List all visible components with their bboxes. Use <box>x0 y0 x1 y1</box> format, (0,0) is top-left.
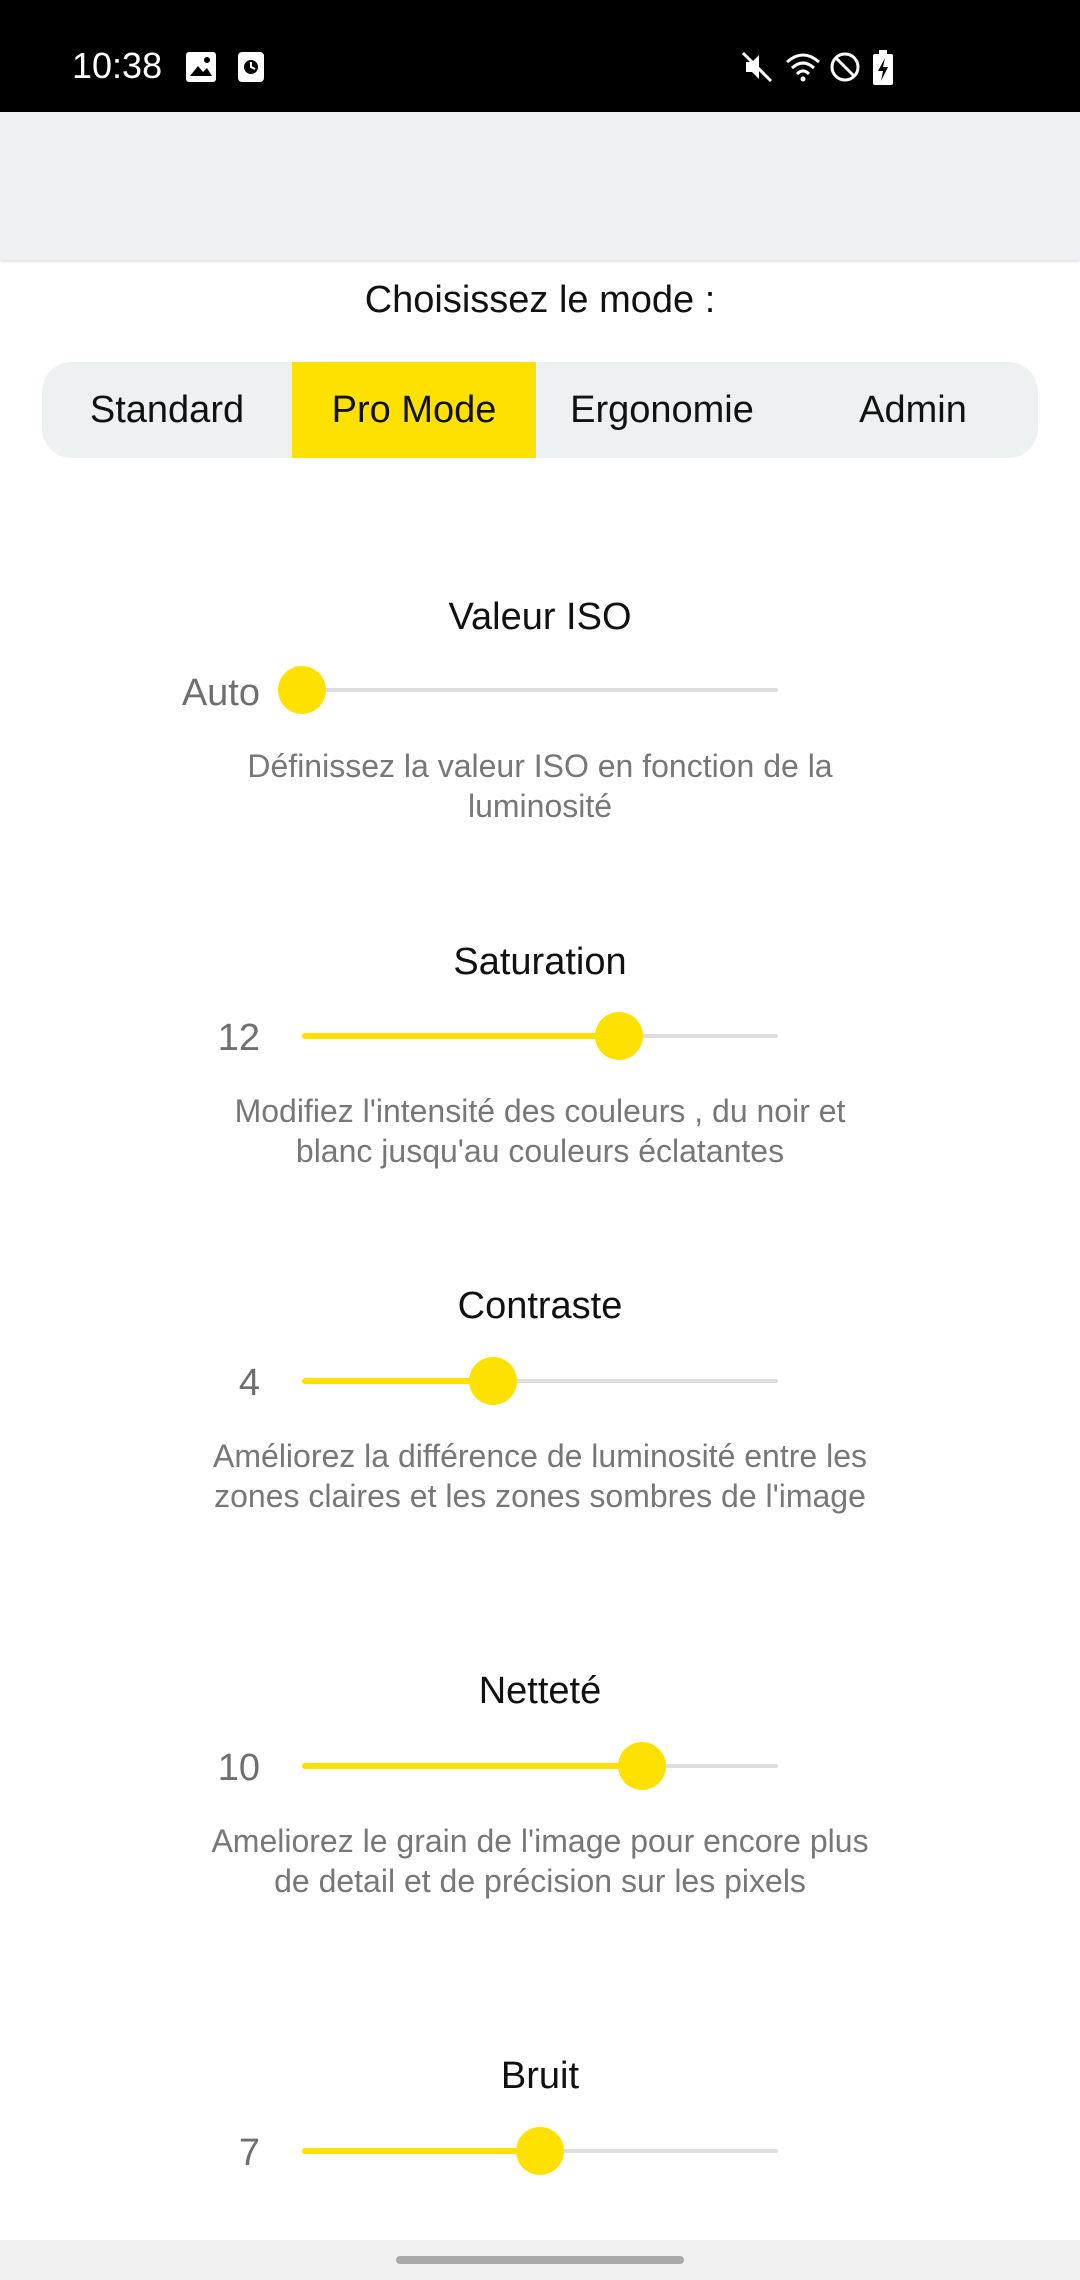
slider-thumb[interactable] <box>469 1357 517 1405</box>
do-not-disturb-icon <box>828 50 862 89</box>
bruit-slider[interactable] <box>302 2127 778 2175</box>
tab-standard[interactable]: Standard <box>89 389 245 431</box>
setting-value: 4 <box>238 1362 260 1404</box>
setting-title: Bruit <box>500 2055 580 2097</box>
mute-icon <box>740 50 774 89</box>
setting-title: Contraste <box>457 1285 623 1327</box>
mode-segmented-control <box>42 362 1038 458</box>
nettete-slider[interactable] <box>302 1742 778 1790</box>
setting-description: Ameliorez le grain de l'image pour encore plus de detail et de précision sur les pixels <box>211 1823 869 1899</box>
slider-thumb[interactable] <box>516 2127 564 2175</box>
slider-fill <box>302 1378 493 1384</box>
setting-value: Auto <box>181 672 260 714</box>
mode-title: Choisissez le mode : <box>364 279 716 321</box>
setting-description: Définissez la valeur ISO en fonction de la luminosité <box>247 748 833 824</box>
wifi-icon <box>784 50 822 89</box>
navigation-bar <box>0 2240 1080 2280</box>
setting-value: 10 <box>217 1747 260 1789</box>
slider-fill <box>302 1033 619 1039</box>
image-icon <box>184 50 218 89</box>
home-gesture-handle[interactable] <box>396 2256 684 2264</box>
app-bar <box>0 112 1080 260</box>
setting-description: Modifiez l'intensité des couleurs , du noir et blanc jusqu'au couleurs éclatantes <box>234 1093 846 1169</box>
tab-admin[interactable]: Admin <box>859 389 967 431</box>
setting-title: Netteté <box>478 1670 602 1712</box>
tab-pro-mode[interactable]: Pro Mode <box>292 362 536 458</box>
slider-thumb[interactable] <box>595 1012 643 1060</box>
status-bar <box>0 0 1080 112</box>
tab-ergonomie[interactable]: Ergonomie <box>570 389 754 431</box>
screen-record-icon <box>234 50 268 89</box>
iso-slider[interactable] <box>302 666 778 714</box>
setting-value: 12 <box>217 1017 260 1059</box>
battery-charging-icon <box>872 50 894 91</box>
slider-thumb[interactable] <box>618 1742 666 1790</box>
slider-fill <box>302 2148 540 2154</box>
setting-title: Saturation <box>453 941 627 983</box>
slider-thumb[interactable] <box>278 666 326 714</box>
setting-title: Valeur ISO <box>448 596 632 638</box>
setting-value: 7 <box>238 2132 260 2174</box>
setting-description: Améliorez la différence de luminosité entre les zones claires et les zones sombres de l'image <box>213 1438 867 1514</box>
slider-fill <box>302 1763 642 1769</box>
contraste-slider[interactable] <box>302 1357 778 1405</box>
slider-track <box>302 688 778 692</box>
saturation-slider[interactable] <box>302 1012 778 1060</box>
status-time: 10:38 <box>72 45 163 86</box>
